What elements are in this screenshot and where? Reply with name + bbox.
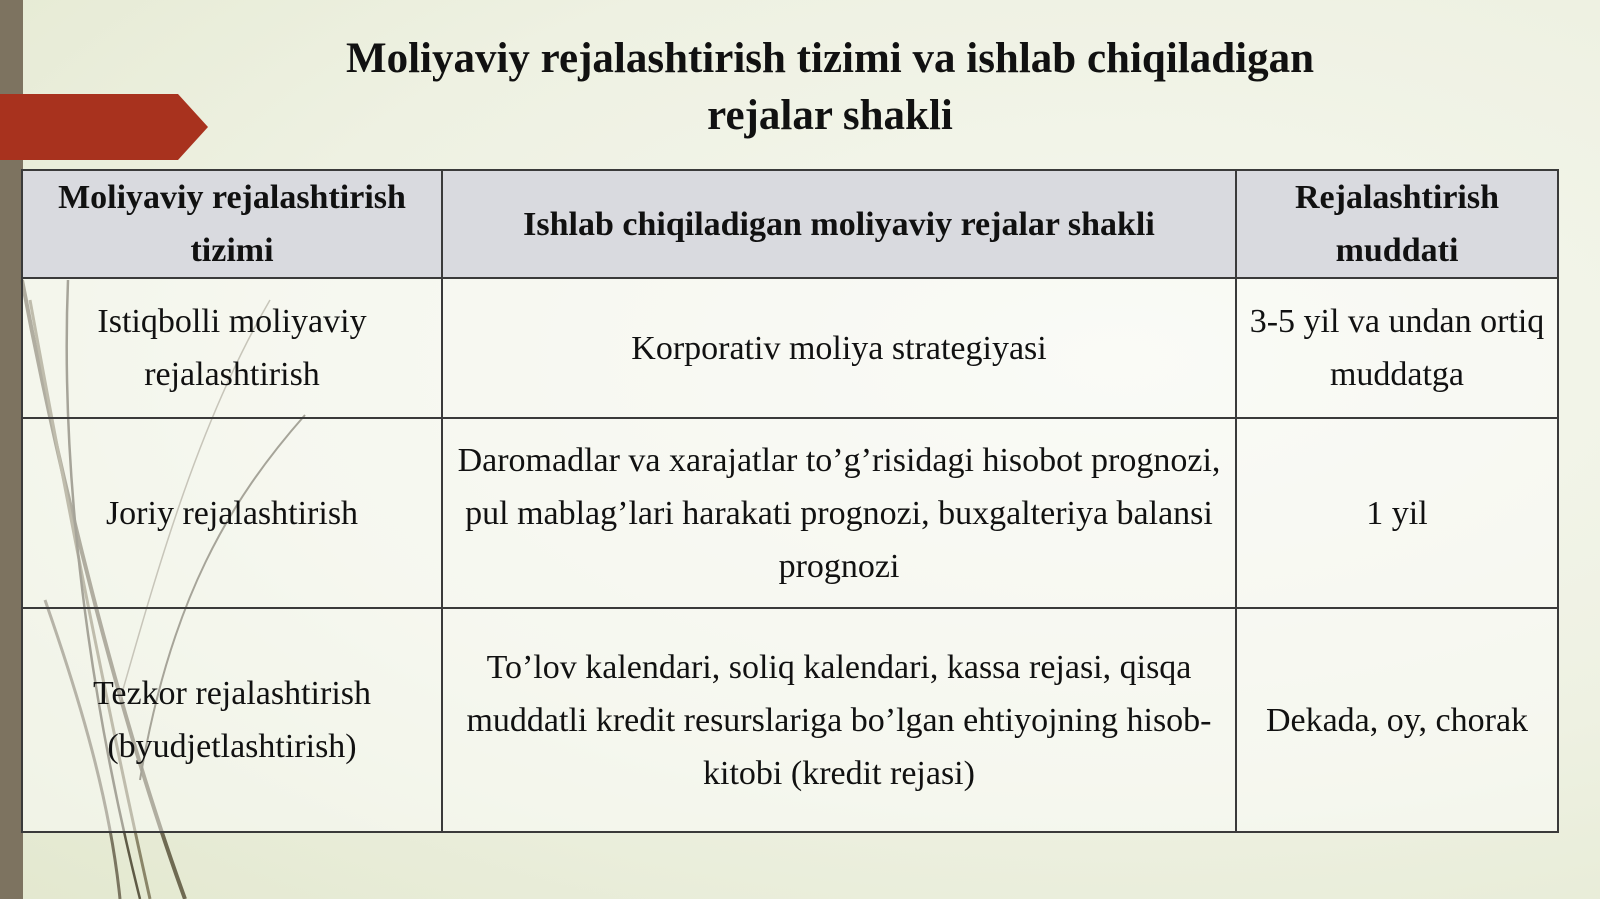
cell-period: Dekada, oy, chorak	[1236, 608, 1558, 832]
slide-title-line2: rejalar shakli	[707, 92, 953, 139]
cell-plans: To’lov kalendari, soliq kalendari, kassa rejasi, qisqa muddatli kredit resurslariga bo’lgan ehtiyojning hisob-kitobi (kredit rejasi)	[442, 608, 1236, 832]
header-period: Rejalashtirish muddati	[1236, 170, 1558, 278]
header-system: Moliyaviy rejalashtirish tizimi	[22, 170, 442, 278]
table-header-row	[22, 170, 1558, 278]
table-row	[22, 278, 1558, 418]
table-row	[22, 608, 1558, 832]
cell-period: 3-5 yil va undan ortiq muddatga	[1236, 278, 1558, 418]
slide-title	[300, 30, 1360, 144]
header-plans: Ishlab chiqiladigan moliyaviy rejalar shakli	[442, 170, 1236, 278]
cell-system: Istiqbolli moliyaviy rejalashtirish	[22, 278, 442, 418]
red-arrow-shape	[0, 94, 210, 160]
table-row	[22, 418, 1558, 608]
cell-plans: Korporativ moliya strategiyasi	[442, 278, 1236, 418]
slide-title-line1: Moliyaviy rejalashtirish tizimi va ishlab chiqiladigan	[346, 35, 1314, 82]
cell-period: 1 yil	[1236, 418, 1558, 608]
planning-table	[21, 169, 1559, 833]
cell-plans: Daromadlar va xarajatlar to’g’risidagi hisobot prognozi, pul mablag’lari harakati prognozi, buxgalteriya balansi prognozi	[442, 418, 1236, 608]
cell-system: Tezkor rejalashtirish (byudjetlashtirish)	[22, 608, 442, 832]
cell-system: Joriy rejalashtirish	[22, 418, 442, 608]
